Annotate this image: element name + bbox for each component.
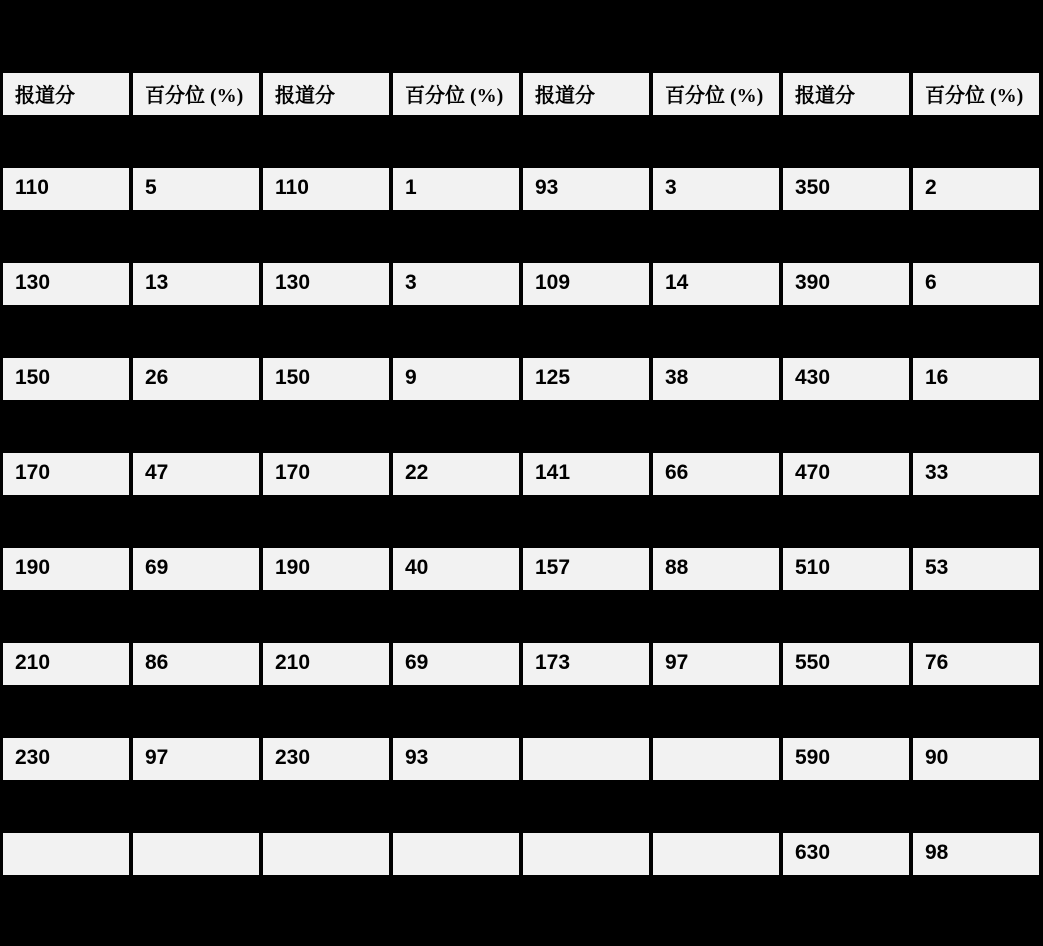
percentile-cell xyxy=(652,832,780,876)
score-cell: 110 xyxy=(262,167,390,211)
score-cell: 190 xyxy=(2,547,130,591)
percentile-cell: 93 xyxy=(392,737,520,781)
percentile-cell: 13 xyxy=(132,262,260,306)
percentile-cell: 14 xyxy=(652,262,780,306)
percentile-cell: 98 xyxy=(912,832,1040,876)
percentile-cell: 33 xyxy=(912,452,1040,496)
percentile-cell: 3 xyxy=(392,262,520,306)
table-body xyxy=(2,167,1040,876)
percentile-cell: 47 xyxy=(132,452,260,496)
score-cell: 390 xyxy=(782,262,910,306)
score-cell: 150 xyxy=(2,357,130,401)
score-cell: 550 xyxy=(782,642,910,686)
table-row xyxy=(2,262,1040,306)
score-cell: 157 xyxy=(522,547,650,591)
score-cell xyxy=(522,832,650,876)
percentile-cell: 53 xyxy=(912,547,1040,591)
percentile-cell: 88 xyxy=(652,547,780,591)
percentile-cell: 69 xyxy=(392,642,520,686)
percentile-header-cell: 百分位 (%) xyxy=(132,72,260,116)
document-page xyxy=(0,21,1043,927)
score-header-cell: 报道分 xyxy=(262,72,390,116)
percentile-cell: 90 xyxy=(912,737,1040,781)
percentile-cell: 69 xyxy=(132,547,260,591)
score-header-cell: 报道分 xyxy=(2,72,130,116)
score-cell: 430 xyxy=(782,357,910,401)
score-cell: 230 xyxy=(2,737,130,781)
percentile-cell: 38 xyxy=(652,357,780,401)
score-cell: 470 xyxy=(782,452,910,496)
percentile-cell: 86 xyxy=(132,642,260,686)
score-cell: 173 xyxy=(522,642,650,686)
score-cell: 130 xyxy=(262,262,390,306)
score-cell: 110 xyxy=(2,167,130,211)
table-row xyxy=(2,832,1040,876)
percentile-cell: 97 xyxy=(652,642,780,686)
score-percentile-table xyxy=(0,21,1042,927)
score-cell: 510 xyxy=(782,547,910,591)
percentile-cell: 3 xyxy=(652,167,780,211)
score-header-cell: 报道分 xyxy=(522,72,650,116)
score-cell: 210 xyxy=(262,642,390,686)
score-cell: 210 xyxy=(2,642,130,686)
percentile-header-cell: 百分位 (%) xyxy=(652,72,780,116)
score-cell: 109 xyxy=(522,262,650,306)
score-cell: 590 xyxy=(782,737,910,781)
score-cell: 630 xyxy=(782,832,910,876)
table-row xyxy=(2,167,1040,211)
table-header xyxy=(2,72,1040,116)
score-cell: 130 xyxy=(2,262,130,306)
percentile-cell: 26 xyxy=(132,357,260,401)
percentile-cell xyxy=(132,832,260,876)
table-row xyxy=(2,452,1040,496)
score-cell xyxy=(262,832,390,876)
score-cell: 141 xyxy=(522,452,650,496)
score-cell: 150 xyxy=(262,357,390,401)
percentile-cell: 2 xyxy=(912,167,1040,211)
table-row xyxy=(2,357,1040,401)
percentile-cell xyxy=(652,737,780,781)
percentile-cell: 1 xyxy=(392,167,520,211)
score-cell xyxy=(522,737,650,781)
score-cell: 93 xyxy=(522,167,650,211)
score-cell: 230 xyxy=(262,737,390,781)
percentile-cell: 40 xyxy=(392,547,520,591)
percentile-cell xyxy=(392,832,520,876)
percentile-cell: 6 xyxy=(912,262,1040,306)
score-cell xyxy=(2,832,130,876)
percentile-header-cell: 百分位 (%) xyxy=(392,72,520,116)
score-cell: 125 xyxy=(522,357,650,401)
percentile-cell: 97 xyxy=(132,737,260,781)
percentile-cell: 9 xyxy=(392,357,520,401)
score-header-cell: 报道分 xyxy=(782,72,910,116)
table-row xyxy=(2,642,1040,686)
score-cell: 350 xyxy=(782,167,910,211)
score-cell: 170 xyxy=(262,452,390,496)
percentile-cell: 66 xyxy=(652,452,780,496)
percentile-cell: 5 xyxy=(132,167,260,211)
table-row xyxy=(2,547,1040,591)
table-row xyxy=(2,737,1040,781)
percentile-cell: 76 xyxy=(912,642,1040,686)
score-cell: 170 xyxy=(2,452,130,496)
percentile-cell: 16 xyxy=(912,357,1040,401)
header-row xyxy=(2,72,1040,116)
percentile-cell: 22 xyxy=(392,452,520,496)
percentile-header-cell: 百分位 (%) xyxy=(912,72,1040,116)
score-cell: 190 xyxy=(262,547,390,591)
